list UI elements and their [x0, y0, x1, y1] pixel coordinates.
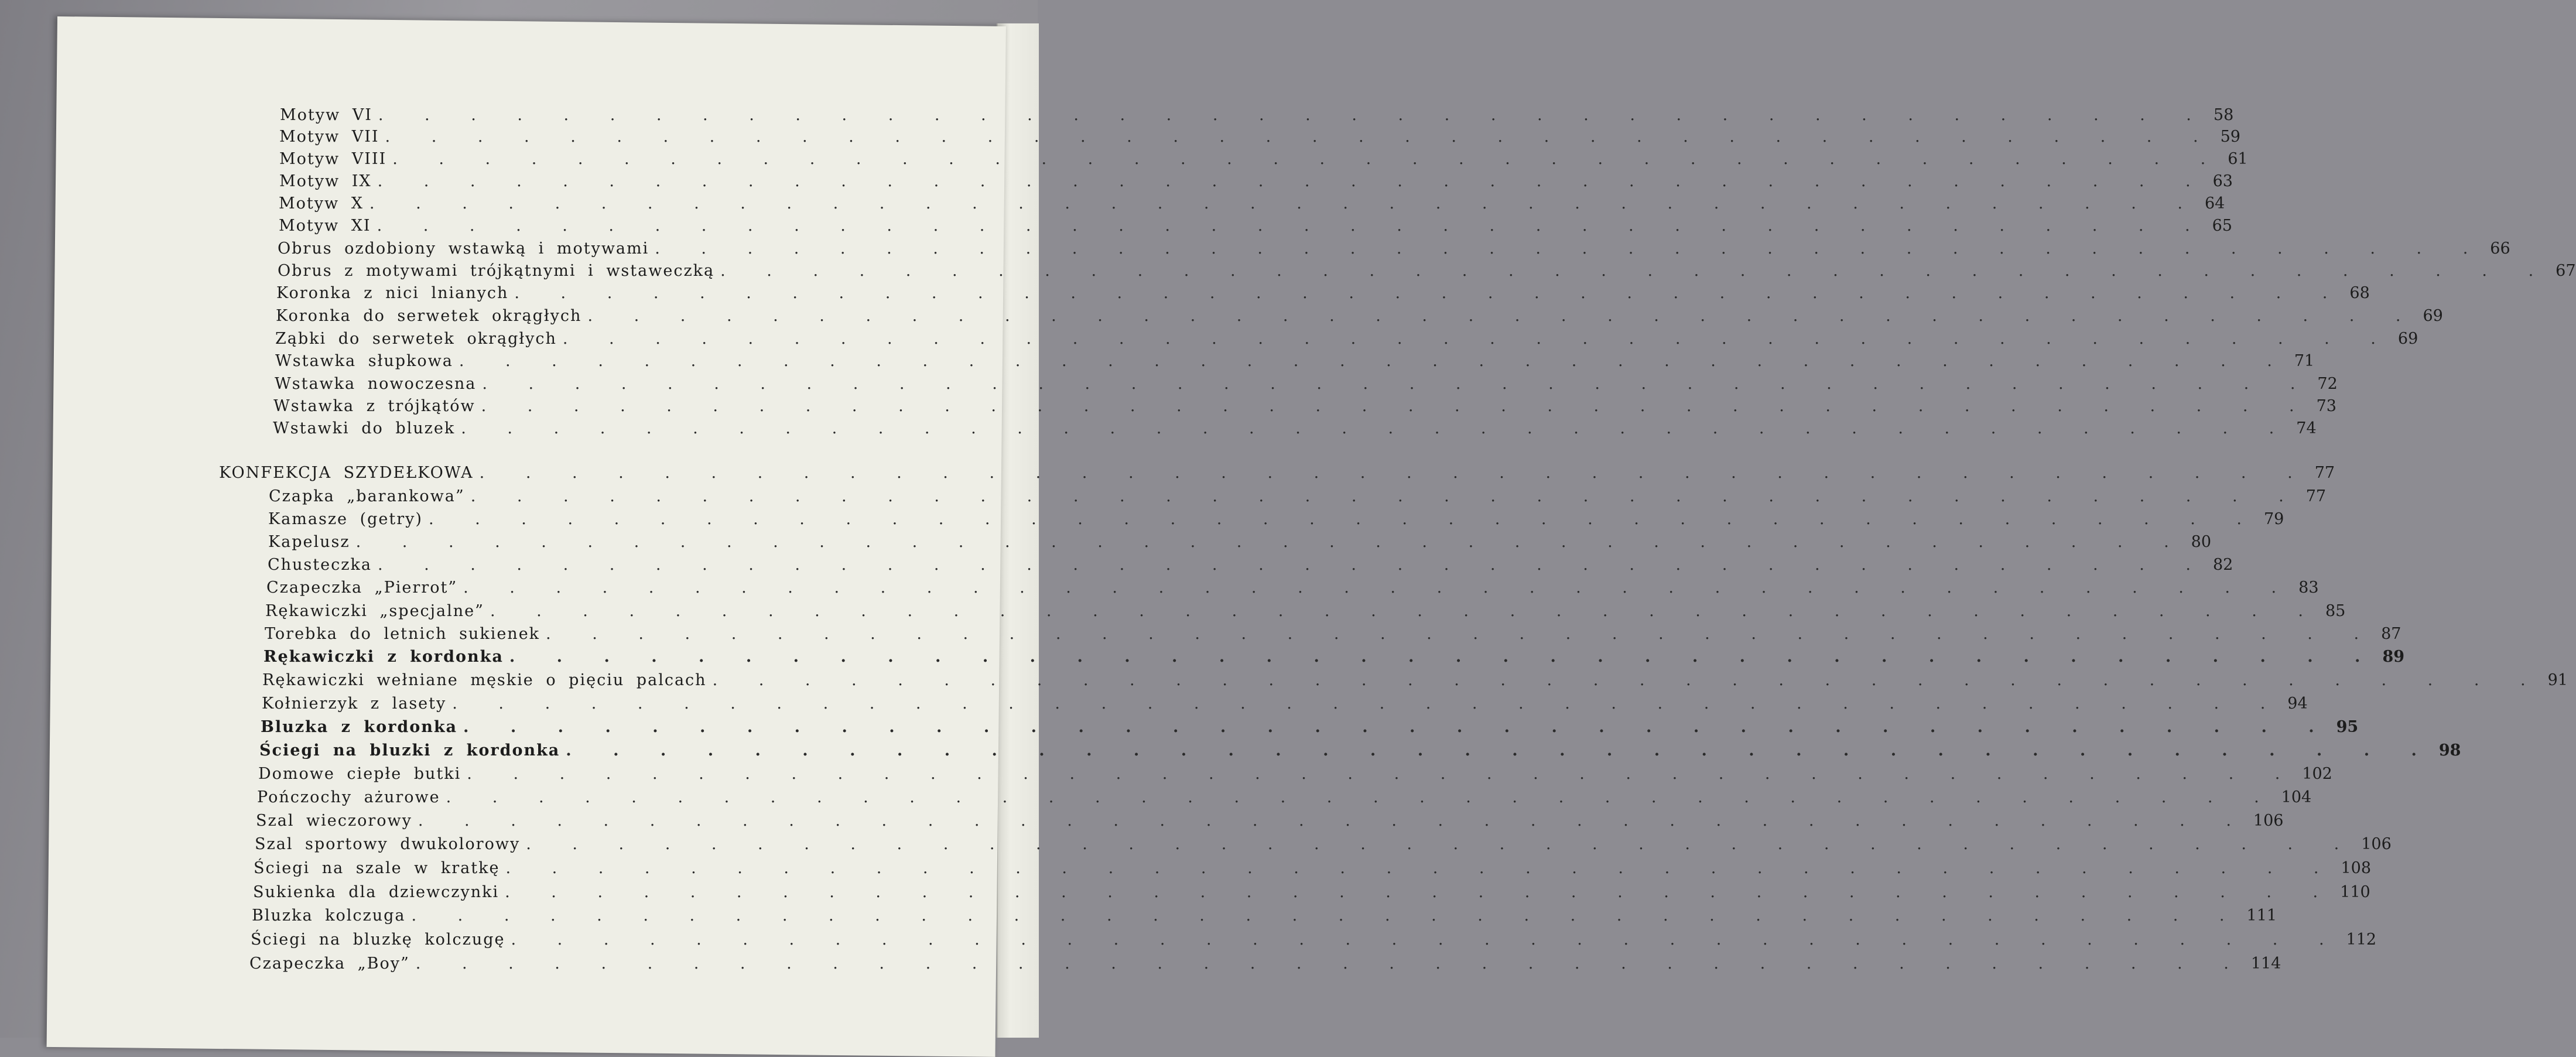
toc-entry-title: Ząbki do serwetek okrągłych	[275, 330, 557, 348]
toc-entry	[275, 330, 2418, 351]
toc-entry-page: 85	[2325, 602, 2346, 620]
toc-entry-page: 69	[2423, 307, 2443, 325]
toc-entry-page: 73	[2316, 397, 2336, 415]
leader-dots: . . . . . . . . . . . . . . . . . . . . . . . . . . . . . . . . . . . . . . . .	[355, 533, 2184, 551]
toc-entry-page: 98	[2438, 741, 2461, 760]
toc-entry-page: 64	[2204, 194, 2225, 213]
section-heading-title: KONFEKCJA SZYDEŁKOWA	[219, 464, 474, 482]
toc-entry-page: 61	[2228, 150, 2248, 168]
leader-dots: . . . . . . . . . . . . . . . . . . . . . . . . . . . . . . . . . . . . . . . .	[411, 907, 2240, 925]
leader-dots: . . . . . . . . . . . . . . . . . . . . . . . . . . . . . . . . . . . . . . . .	[546, 625, 2375, 643]
toc-entry	[279, 150, 2248, 171]
toc-entry	[269, 487, 2327, 508]
toc-entry	[268, 510, 2284, 531]
toc-entry-page: 69	[2397, 330, 2418, 348]
toc-entry-title: Pończochy ażurowe	[257, 788, 440, 806]
toc-entry	[265, 625, 2401, 646]
toc-entry-page: 87	[2381, 625, 2401, 643]
toc-entry-page: 111	[2246, 907, 2277, 925]
toc-entry-title: Czapeczka „Boy”	[249, 955, 410, 973]
toc-entry-page: 110	[2340, 883, 2370, 901]
toc-entry-title: Kapelusz	[268, 533, 350, 551]
leader-dots: . . . . . . . . . . . . . . . . . . . . . . . . . . . . . . . . . . . . . . . .	[509, 648, 2376, 666]
toc-entry-page: 91	[2547, 671, 2568, 689]
toc-entry-title: Domowe ciepłe butki	[258, 765, 461, 783]
toc-entry	[279, 217, 2232, 238]
toc-entry-title: Ściegi na szale w kratkę	[254, 859, 500, 877]
toc-entry-title: Motyw VI	[280, 106, 372, 124]
leader-dots: . . . . . . . . . . . . . . . . . . . . . . . . . . . . . . . . . . . . . . . .	[655, 240, 2483, 258]
leader-dots: . . . . . . . . . . . . . . . . . . . . . . . . . . . . . . . . . . . . . . . .	[470, 487, 2299, 505]
toc-entry	[278, 240, 2510, 261]
toc-entry	[255, 835, 2392, 856]
toc-entry-title: Czapeczka „Pierrot”	[266, 579, 458, 597]
toc-entry	[262, 695, 2308, 716]
toc-entry-page: 65	[2212, 217, 2232, 235]
toc-entry	[273, 419, 2317, 440]
toc-entry-page: 79	[2263, 510, 2284, 528]
toc-entry	[278, 262, 2576, 283]
leader-dots: . . . . . . . . . . . . . . . . . . . . . . . . . . . . . . . . . . . . . . . .	[481, 397, 2310, 415]
toc-entry-title: Szal sportowy dwukolorowy	[255, 835, 521, 853]
leader-dots: . . . . . . . . . . . . . . . . . . . . . . . . . . . . . . . . . . . . . . . .	[463, 718, 2329, 736]
leader-dots: . . . . . . . . . . . . . . . . . . . . . . . . . . . . . . . . . . . . . . . .	[463, 579, 2292, 597]
toc-entry	[249, 955, 2281, 976]
toc-entry-page: 66	[2490, 240, 2510, 258]
toc-entry-title: Obrus z motywami trójkątnymi i wstaweczką	[278, 262, 715, 280]
leader-dots: . . . . . . . . . . . . . . . . . . . . . . . . . . . . . . . . . . . . . . . .	[418, 812, 2246, 830]
toc-entry-page: 67	[2556, 262, 2576, 280]
leader-dots: . . . . . . . . . . . . . . . . . . . . . . . . . . . . . . . . . . . . . . . .	[415, 955, 2244, 973]
toc-entry	[258, 765, 2332, 786]
toc-entry-page: 89	[2382, 648, 2405, 666]
leader-dots: . . . . . . . . . . . . . . . . . . . . . . . . . . . . . . . . . . . . . . . .	[392, 150, 2221, 168]
toc-entry	[261, 718, 2359, 739]
leader-dots: . . . . . . . . . . . . . . . . . . . . . . . . . . . . . . . . . . . . . . . .	[369, 194, 2198, 213]
toc-entry-title: Rękawiczki z kordonka	[264, 648, 504, 666]
leader-dots: . . . . . . . . . . . . . . . . . . . . . . . . . . . . . . . . . . . . . . . .	[467, 765, 2296, 783]
toc-entry-page: 77	[2305, 487, 2327, 505]
toc-entry-page: 112	[2346, 931, 2377, 949]
toc-entry-title: Wstawka z trójkątów	[273, 397, 475, 415]
toc-entry-title: Sukienka dla dziewczynki	[253, 883, 500, 901]
toc-entry	[264, 648, 2405, 669]
toc-entry-page: 114	[2250, 955, 2281, 973]
toc-entry-page: 72	[2317, 375, 2338, 393]
toc-entry	[266, 579, 2319, 600]
toc-entry	[253, 883, 2370, 904]
toc-entry-title: Torebka do letnich sukienek	[265, 625, 540, 643]
toc-entry-title: Czapka „barankowa”	[269, 487, 465, 505]
toc-entry	[251, 931, 2377, 952]
toc-entry-page: 95	[2336, 718, 2359, 736]
leader-dots: . . . . . . . . . . . . . . . . . . . . . . . . . . . . . . . . . . . . . . . .	[452, 695, 2281, 713]
toc-entry-title: Rękawiczki wełniane męskie o pięciu palcach	[262, 671, 707, 689]
toc-entry-title: Motyw VII	[279, 128, 379, 146]
toc-entry-title: Rękawiczki „specjalne”	[265, 602, 484, 620]
toc-entry-page: 82	[2212, 556, 2233, 574]
toc-entry-title: Koronka do serwetek okrągłych	[276, 307, 582, 325]
toc-entry-title: Wstawka nowoczesna	[275, 375, 477, 393]
toc-entry-page: 71	[2294, 352, 2315, 370]
toc-entry	[279, 128, 2240, 149]
toc-entry-page: 104	[2281, 788, 2312, 806]
toc-entry-title: Motyw XI	[279, 217, 371, 235]
toc-entry	[256, 812, 2284, 833]
toc-entry-title: Chusteczka	[268, 556, 372, 574]
toc-entry-title: Motyw VIII	[279, 150, 387, 168]
toc-entry-page: 108	[2341, 859, 2372, 877]
leader-dots: . . . . . . . . . . . . . . . . . . . . . . . . . . . . . . . . . . . . . . . .	[505, 883, 2334, 901]
toc-entry-page: 106	[2253, 812, 2284, 830]
leader-dots: . . . . . . . . . . . . . . . . . . . . . . . . . . . . . . . . . . . . . . . .	[720, 262, 2549, 280]
toc-entry-page: 59	[2220, 128, 2240, 146]
toc-entry	[254, 859, 2372, 880]
toc-entry-title: Motyw IX	[279, 172, 372, 190]
toc-entry	[257, 788, 2312, 809]
leader-dots: . . . . . . . . . . . . . . . . . . . . . . . . . . . . . . . . . . . . . . . .	[446, 788, 2274, 806]
toc-entry-page: 102	[2302, 765, 2332, 783]
toc-entry-title: Kamasze (getry)	[268, 510, 423, 528]
leader-dots: . . . . . . . . . . . . . . . . . . . . . . . . . . . . . . . . . . . . . . . .	[461, 419, 2290, 437]
toc-entry-page: 83	[2298, 579, 2319, 597]
toc-entry-page: 74	[2296, 419, 2317, 437]
leader-dots: . . . . . . . . . . . . . . . . . . . . . . . . . . . . . . . . . . . . . . . .	[482, 375, 2311, 393]
toc-entry	[275, 375, 2338, 396]
toc-entry-title: Ściegi na bluzkę kolczugę	[251, 931, 505, 949]
leader-dots: . . . . . . . . . . . . . . . . . . . . . . . . . . . . . . . . . . . . . . . .	[712, 671, 2541, 689]
toc-entry-title: Wstawki do bluzek	[273, 419, 456, 437]
toc-entry	[279, 194, 2225, 215]
leader-dots: . . . . . . . . . . . . . . . . . . . . . . . . . . . . . . . . . . . . . . . .	[428, 510, 2257, 528]
leader-dots: . . . . . . . . . . . . . . . . . . . . . . . . . . . . . . . . . . . . . . . .	[377, 172, 2206, 190]
leader-dots: . . . . . . . . . . . . . . . . . . . . . . . . . . . . . . . . . . . . . . . .	[514, 284, 2343, 302]
toc-entry-title: Bluzka z kordonka	[261, 718, 458, 736]
toc-entry	[273, 397, 2336, 418]
leader-dots: . . . . . . . . . . . . . . . . . . . . . . . . . . . . . . . . . . . . . . . .	[526, 835, 2355, 853]
leader-dots: . . . . . . . . . . . . . . . . . . . . . . . . . . . . . . . . . . . . . . . .	[459, 352, 2287, 370]
toc-entry	[275, 352, 2315, 373]
toc-entry	[268, 533, 2212, 554]
toc-entry	[262, 671, 2568, 692]
toc-entry	[252, 907, 2277, 928]
toc-entry-page: 106	[2361, 835, 2392, 853]
leader-dots: . . . . . . . . . . . . . . . . . . . . . . . . . . . . . . . . . . . . . . . .	[377, 556, 2206, 574]
toc-entry-title: Koronka z nici lnianych	[276, 284, 509, 302]
toc-entry-page: 58	[2213, 106, 2234, 124]
leader-dots: . . . . . . . . . . . . . . . . . . . . . . . . . . . . . . . . . . . . . . . .	[562, 330, 2391, 348]
toc-entry-page: 63	[2212, 172, 2233, 190]
toc-entry-title: Wstawka słupkowa	[275, 352, 453, 370]
leader-dots: . . . . . . . . . . . . . . . . . . . . . . . . . . . . . . . . . . . . . . . .	[385, 128, 2214, 146]
section-heading	[219, 464, 2335, 485]
toc-entry	[276, 307, 2443, 328]
toc-entry-title: Kołnierzyk z lasety	[262, 695, 447, 713]
toc-entry	[280, 106, 2234, 127]
leader-dots: . . . . . . . . . . . . . . . . . . . . . . . . . . . . . . . . . . . . . . . .	[479, 464, 2308, 482]
leader-dots: . . . . . . . . . . . . . . . . . . . . . . . . . . . . . . . . . . . . . . . .	[511, 931, 2339, 949]
section-heading-page: 77	[2314, 464, 2335, 482]
toc-entry	[276, 284, 2370, 305]
toc-entry-page: 68	[2349, 284, 2370, 302]
leader-dots: . . . . . . . . . . . . . . . . . . . . . . . . . . . . . . . . . . . . . . . .	[505, 859, 2334, 877]
leader-dots: . . . . . . . . . . . . . . . . . . . . . . . . . . . . . . . . . . . . . . . .	[566, 741, 2432, 760]
leader-dots: . . . . . . . . . . . . . . . . . . . . . . . . . . . . . . . . . . . . . . . .	[490, 602, 2318, 620]
toc-entry-title: Motyw X	[279, 194, 364, 213]
toc-entry	[279, 172, 2233, 193]
leader-dots: . . . . . . . . . . . . . . . . . . . . . . . . . . . . . . . . . . . . . . . .	[377, 217, 2205, 235]
leader-dots: . . . . . . . . . . . . . . . . . . . . . . . . . . . . . . . . . . . . . . . .	[587, 307, 2416, 325]
toc-entry	[268, 556, 2233, 577]
toc-entry-title: Bluzka kolczuga	[252, 907, 406, 925]
toc-entry	[259, 741, 2461, 762]
toc-entry-title: Obrus ozdobiony wstawką i motywami	[278, 240, 649, 258]
leader-dots: . . . . . . . . . . . . . . . . . . . . . . . . . . . . . . . . . . . . . . . .	[378, 106, 2206, 124]
toc-entry-title: Ściegi na bluzki z kordonka	[259, 741, 560, 760]
toc-entry-page: 80	[2191, 533, 2212, 551]
toc-entry-page: 94	[2287, 695, 2308, 713]
toc-entry	[265, 602, 2346, 623]
toc-entry-title: Szal wieczorowy	[256, 812, 412, 830]
